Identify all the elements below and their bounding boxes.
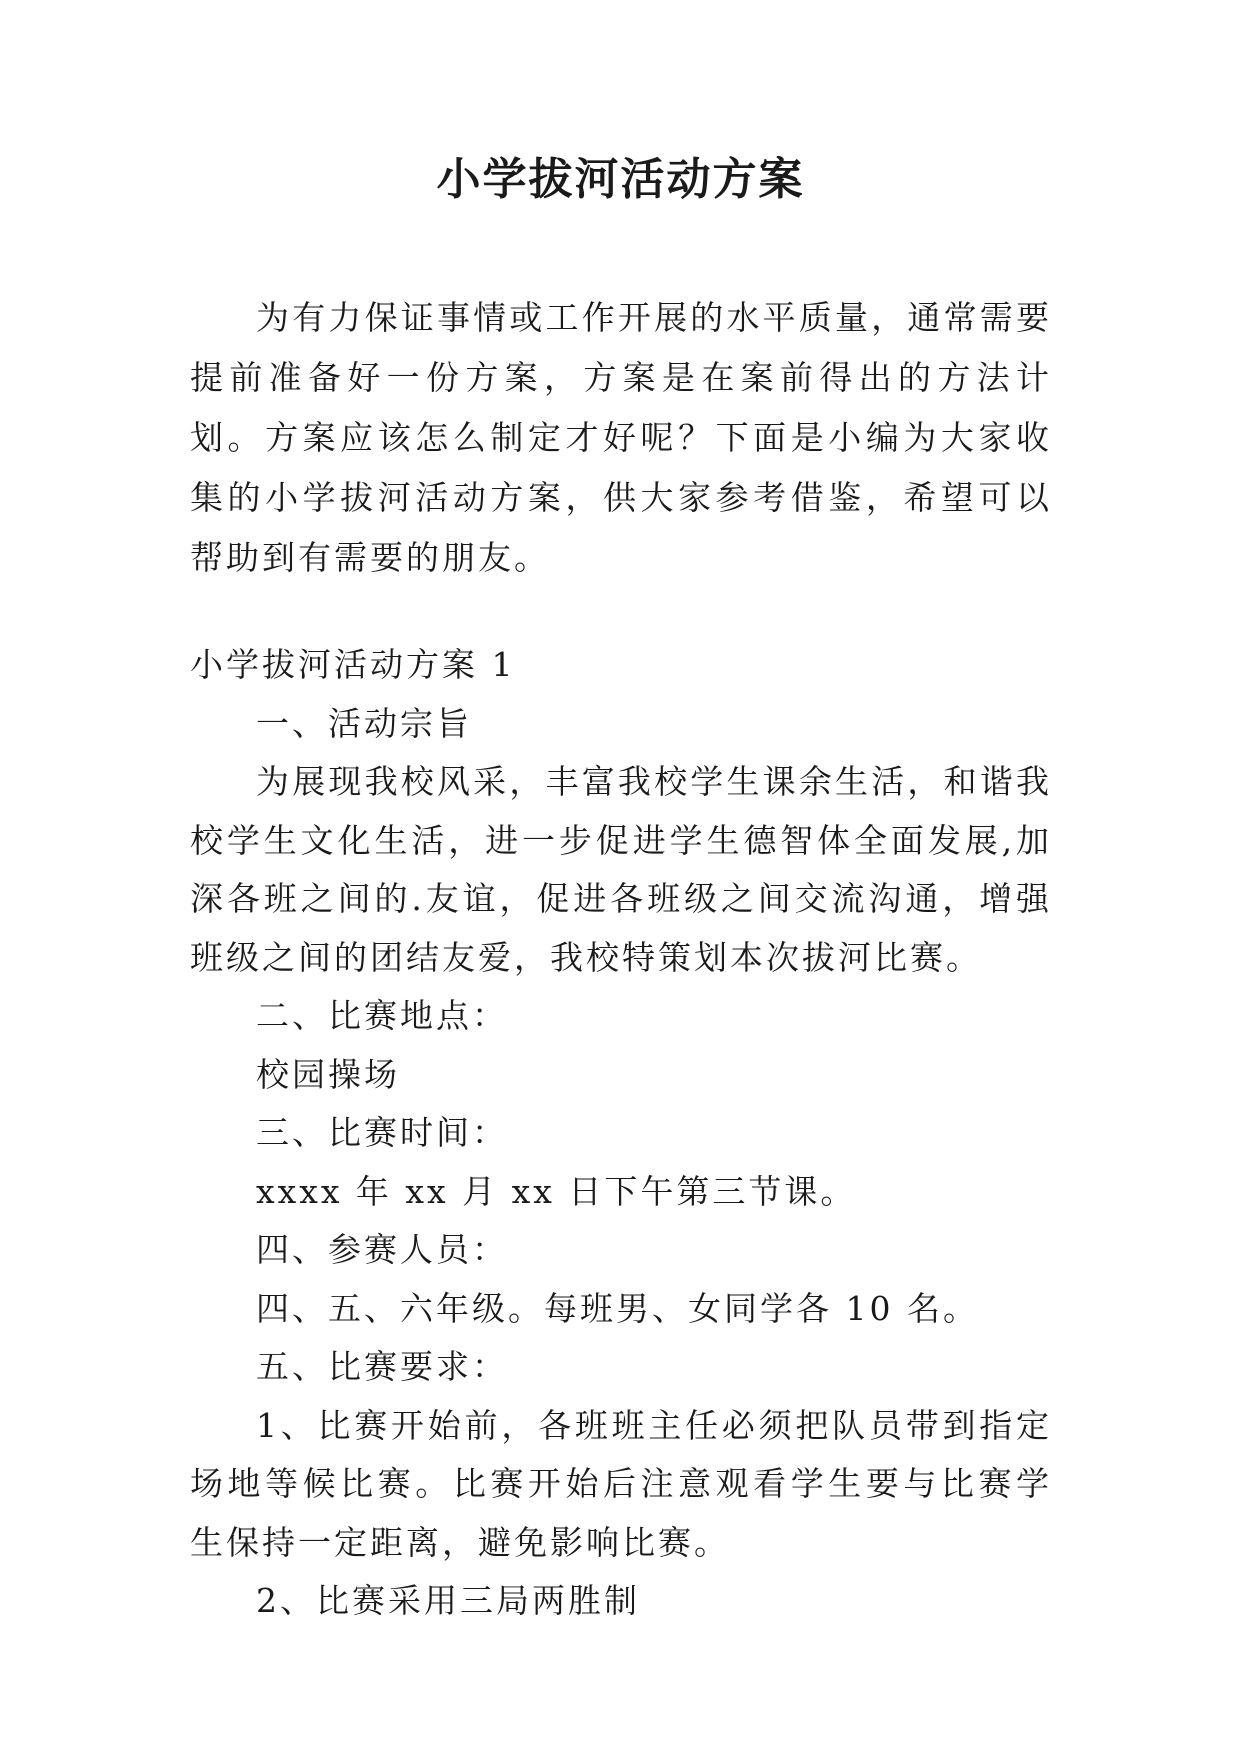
time-heading: 三、比赛时间： [256,1113,508,1152]
section-title: 小学拔河活动方案 1 [190,645,516,684]
purpose-heading: 一、活动宗旨 [256,703,472,743]
requirement-item-1: 1、比赛开始前，各班班主任必须把队员带到指定场地等候比赛。比赛开始后注意观看学生要与比赛学生保持一定距离，避免影响比赛。 [190,1405,1052,1562]
purpose-paragraph: 为展现我校风采，丰富我校学生课余生活，和谐我校学生文化生活，进一步促进学生德智体全面发展,加深各班之间的.友谊，促进各班级之间交流沟通，增强班级之间的团结友爱，我校特策划本次拔河比赛。 [190,762,1052,977]
intro-paragraph: 为有力保证事情或工作开展的水平质量，通常需要提前准备好一份方案，方案是在案前得出的方法计划。方案应该怎么制定才好呢？下面是小编为大家收集的小学拔河活动方案，供大家参考借鉴，希望可以帮助到有需要的朋友。 [190,298,1052,577]
participants-heading: 四、参赛人员： [256,1230,508,1269]
requirement-item-2: 2、比赛采用三局两胜制 [256,1581,640,1620]
requirements-heading: 五、比赛要求： [256,1347,508,1386]
document-title: 小学拔河活动方案 [436,154,805,205]
time-text: xxxx 年 xx 月 xx 日下午第三节课。 [256,1171,857,1211]
venue-heading: 二、比赛地点： [256,996,508,1035]
document-body [190,288,1052,1631]
participants-text: 四、五、六年级。每班男、女同学各 10 名。 [256,1288,979,1328]
venue-text: 校园操场 [256,1054,400,1094]
